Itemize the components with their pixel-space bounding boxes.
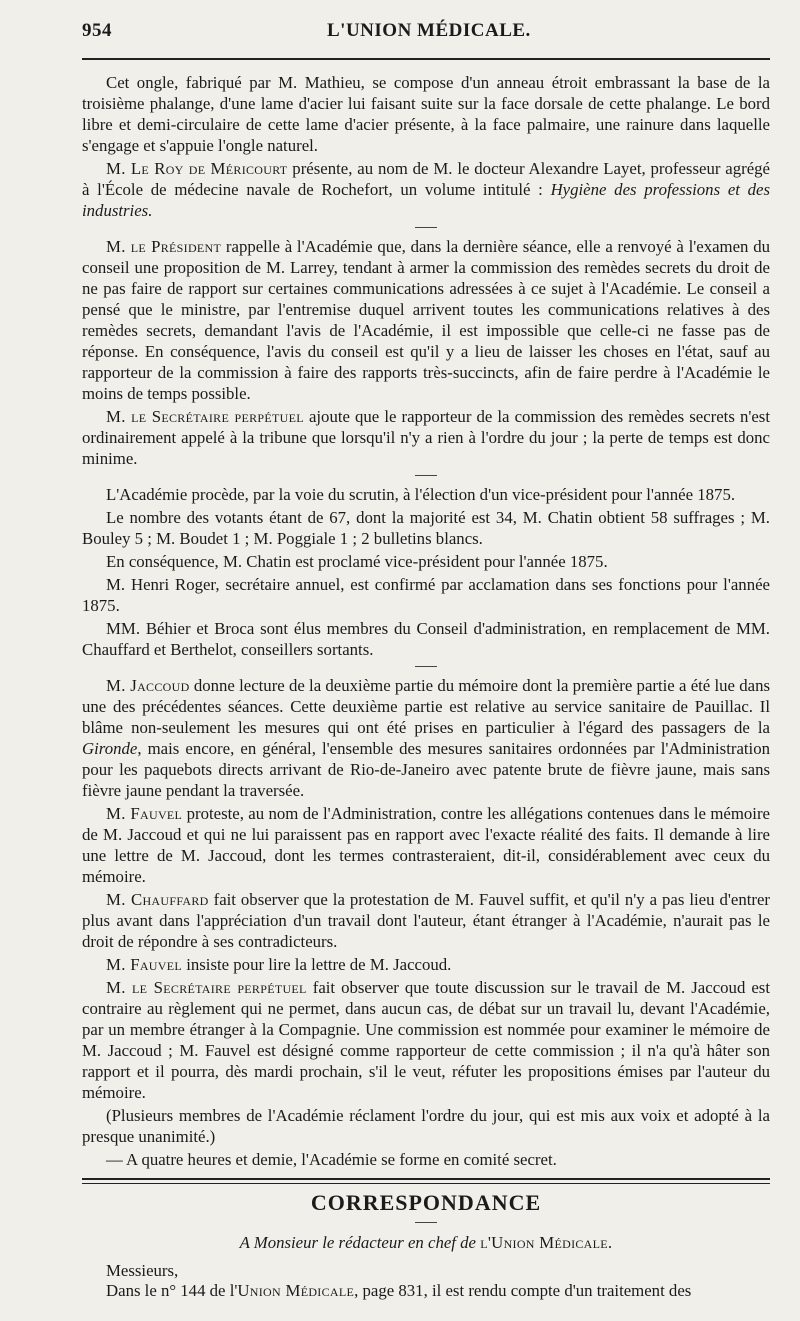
section-title: CORRESPONDANCE xyxy=(310,1190,542,1215)
section-separator xyxy=(415,666,437,667)
paragraph-secretaire xyxy=(82,406,770,469)
paragraph-comite-secret: — A quatre heures et demie, l'Académie se forme en comité secret. xyxy=(106,1150,557,1169)
speaker-name: M. Fauvel xyxy=(106,955,183,974)
letter-address xyxy=(82,1233,770,1253)
paragraph-fauvel-insist xyxy=(82,954,770,975)
paragraph-text: insiste pour lire la lettre de M. Jaccoud. xyxy=(182,955,452,974)
section-separator xyxy=(415,227,437,228)
paragraph-fauvel-protest xyxy=(82,803,770,887)
paragraph-secretaire-reglement xyxy=(82,977,770,1103)
speaker-name: M. le Secrétaire perpétuel xyxy=(106,978,307,997)
speaker-name: M. le Secrétaire perpétuel xyxy=(106,407,304,426)
journal-title: L'UNION MÉDICALE. xyxy=(327,20,531,41)
header-rule xyxy=(82,58,770,60)
paragraph-conseil: MM. Béhier et Broca sont élus membres du Conseil d'administration, en remplacement de MM. Chauffard et Berthelot, conseillers sortants. xyxy=(82,619,770,659)
section-rule xyxy=(82,1178,770,1184)
paragraph-text: fait observer que la protestation de M. Fauvel suffit, et qu'il n'y a pas lieu d'entrer plus avant dans l'appréciation d'un travail dont l'auteur, étant étranger à l'Académie, n'aurait pas le droit de répondre à ses contradicteurs. xyxy=(82,890,770,951)
paragraph-text: , mais encore, en général, l'ensemble des mesures sanitaires ordonnées par l'Administration pour les paquebots directs arrivant de Rio-de-Janeiro avec patente brute de fièvre jaune, mais sans fièvre jaune pendant la traversée. xyxy=(82,739,770,800)
paragraph-ongle: Cet ongle, fabriqué par M. Mathieu, se compose d'un anneau étroit embrassant la base de la troisième phalange, d'une lame d'acier lui faisant suite sur la face dorsale de cette phalange. Le bord libre et demi-circulaire de cette lame d'acier présente, à la face palmaire, une rainure dans laquelle s'engage et s'appuie l'ongle naturel. xyxy=(82,73,770,155)
paragraph-votes: Le nombre des votants étant de 67, dont la majorité est 34, M. Chatin obtient 58 suffrages ; M. Bouley 5 ; M. Boudet 1 ; M. Poggiale 1 ; 2 bulletins blancs. xyxy=(82,508,770,548)
paragraph-text: rappelle à l'Académie que, dans la dernière séance, elle a renvoyé à l'examen du conseil une proposition de M. Larrey, tendant à armer la commission des remèdes secrets du droit de ne pas faire de rapport sur certaines communications adressées à ce sujet à l'Académie. Le conseil a pensé que le ministre, par l'entremise duquel arrivent toutes les communications relatives à des remèdes secrets, demandant l'avis de l'Académie, il est impossible que celle-ci ne fasse pas de réponse. En conséquence, l'avis du conseil est qu'il y a lieu de laisser les choses en l'état, sauf au rapporteur de la commission à faire des rapports très-succincts, afin de faire perdre à l'Académie le moins de temps possible. xyxy=(82,237,770,403)
speaker-name: M. Chauffard xyxy=(106,890,209,909)
section-separator xyxy=(415,475,437,476)
page-header xyxy=(82,18,770,52)
ship-name: Gironde xyxy=(82,739,138,758)
paragraph-text: fait observer que toute discussion sur le travail de M. Jaccoud est contraire au règlement qui ne permet, dans aucun cas, de débat sur un travail lu, devant l'Académie, par un membre étranger à la Compagnie. Une commission est nommée pour examiner le mémoire de M. Jaccoud ; M. Fauvel est désigné comme rapporteur de cette commission ; il n'a qu'à hâter son rapport et il pourra, dès mardi prochain, s'il le veut, réfuter les propositions émises par l'auteur du mémoire. xyxy=(82,978,770,1102)
paragraph-ordre-du-jour: (Plusieurs membres de l'Académie réclament l'ordre du jour, qui est mis aux voix et adopté à la presque unanimité.) xyxy=(82,1106,770,1146)
paragraph-layet xyxy=(82,158,770,221)
page-number: 954 xyxy=(82,20,112,41)
paragraph-proclamation: En conséquence, M. Chatin est proclamé vice-président pour l'année 1875. xyxy=(106,552,608,571)
letter-text: Dans le n° 144 de l' xyxy=(106,1281,238,1300)
paragraph-chauffard xyxy=(82,889,770,952)
journal-name: l'Union Médicale. xyxy=(480,1233,613,1252)
paragraph-text: donne lecture de la deuxième partie du mémoire dont la première partie a été lue dans une des précédentes séances. Cette deuxième partie est relative au service sanitaire de Pauillac. Il blâme non-seulement les mesures qui ont été prises en particulier à l'égard des passagers de la xyxy=(82,676,771,737)
speaker-name: M. Jaccoud xyxy=(106,676,190,695)
salutation: Messieurs, xyxy=(106,1261,179,1280)
correspondance-section xyxy=(82,1178,770,1301)
letter-text: , page 831, il est rendu compte d'un traitement des xyxy=(354,1281,692,1300)
paragraph-text: proteste, au nom de l'Administration, contre les allégations contenues dans le mémoire de M. Jaccoud et qui ne lui paraissent pas en rapport avec l'exacte réalité des faits. Il demande à lire une lettre de M. Jaccoud, dont les termes contrasteraient, dit-il, considérablement avec ceux du mémoire. xyxy=(82,804,770,886)
paragraph-election: L'Académie procède, par la voie du scrutin, à l'élection d'un vice-président pour l'année 1875. xyxy=(106,485,736,504)
speaker-name: M. Le Roy de Méricourt xyxy=(106,159,288,178)
journal-name: Union Médicale xyxy=(237,1281,355,1300)
address-text: A Monsieur le rédacteur en chef de xyxy=(239,1233,481,1252)
book-title: Hygiène des professions et des industries. xyxy=(82,180,771,220)
speaker-name: M. le Président xyxy=(106,237,222,256)
section-separator xyxy=(415,1222,437,1223)
paragraph-president xyxy=(82,236,770,404)
paragraph-jaccoud xyxy=(82,675,770,801)
letter-first-line xyxy=(82,1281,770,1301)
paragraph-roger: M. Henri Roger, secrétaire annuel, est confirmé par acclamation dans ses fonctions pour l'année 1875. xyxy=(82,575,770,615)
speaker-name: M. Fauvel xyxy=(106,804,183,823)
paragraph-text: présente, au nom de M. le docteur Alexandre Layet, professeur agrégé à l'École de médecine navale de Rochefort, un volume intitulé : xyxy=(82,159,770,199)
paragraph-text: ajoute que le rapporteur de la commission des remèdes secrets n'est ordinairement appelé à la tribune que lorsqu'il n'y a rien à l'ordre du jour ; la perte de temps est donc minime. xyxy=(82,407,770,468)
